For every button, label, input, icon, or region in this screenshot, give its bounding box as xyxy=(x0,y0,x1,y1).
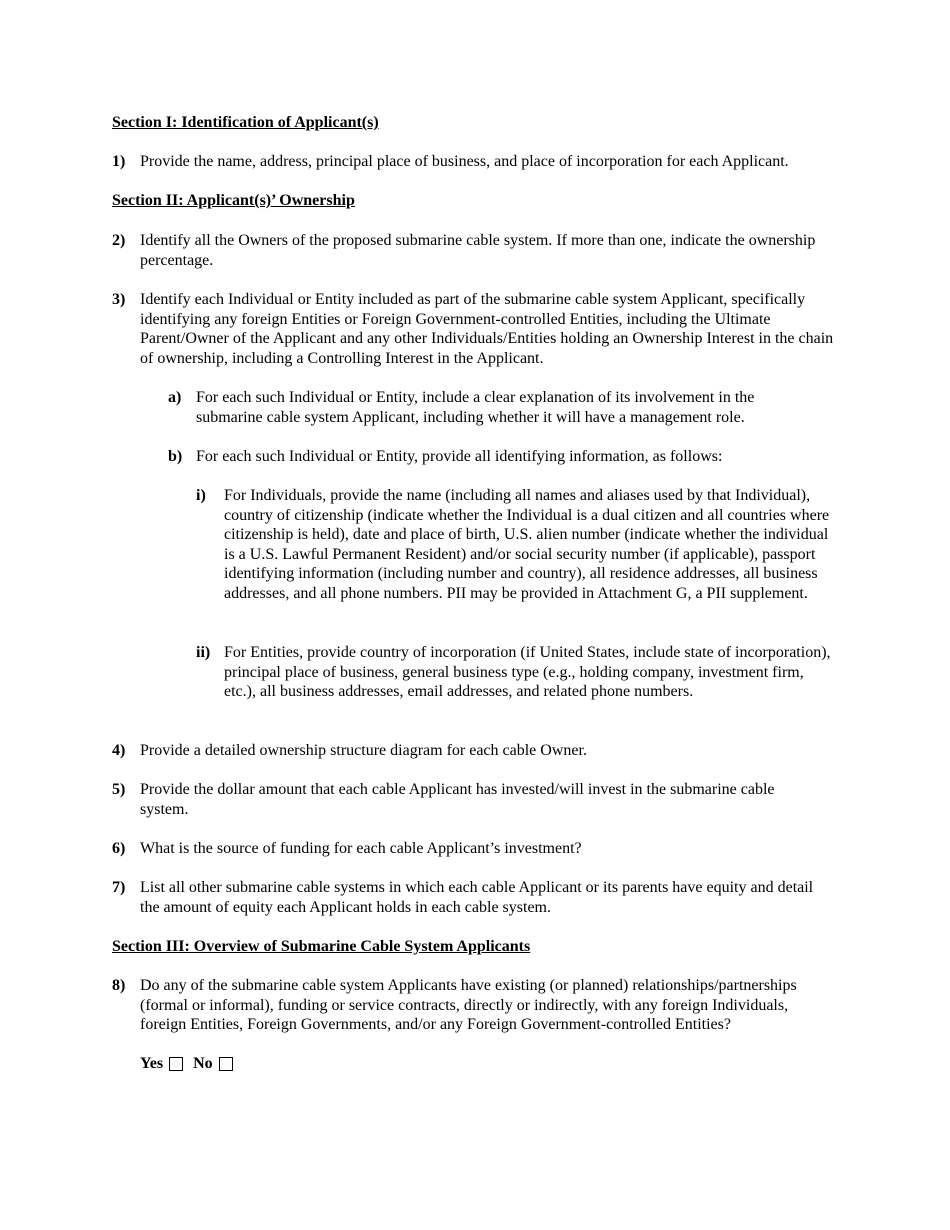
question-text: Identify each Individual or Entity included as part of the submarine cable system Applicant, specifically identifying any foreign Entities or Foreign Government-controlled Entities, including the Ultimate Parent/Owner of the Applicant and any other Individuals/Entities holding an Ownership Interest in the chain of ownership, including a Controlling Interest in the Applicant. xyxy=(140,291,834,367)
question-number: 1) xyxy=(112,153,126,170)
question-number: b) xyxy=(168,448,183,465)
question-number: 4) xyxy=(112,742,126,759)
question-text: For Entities, provide country of incorporation (if United States, include state of incorporation), principal place of business, general business type (e.g., holding company, investment firm, etc.), all business addresses, email addresses, and related phone numbers. xyxy=(224,644,831,701)
question-number: 5) xyxy=(112,781,126,798)
question-number: ii) xyxy=(196,644,211,661)
yes-no-answer xyxy=(140,1054,243,1074)
question-5 xyxy=(112,780,822,819)
question-3b-ii xyxy=(196,643,838,702)
question-text: What is the source of funding for each cable Applicant’s investment? xyxy=(140,840,582,857)
section-1-heading: Section I: Identification of Applicant(s) xyxy=(112,114,379,131)
question-4 xyxy=(112,741,842,761)
question-text: Do any of the submarine cable system Applicants have existing (or planned) relationships/partnerships (formal or informal), funding or service contracts, directly or indirectly, with any foreign Individuals, foreign Entities, Foreign Governments, and/or any Foreign Government-controlled Entities? xyxy=(140,977,797,1034)
question-number: 6) xyxy=(112,840,126,857)
question-2 xyxy=(112,231,842,270)
question-text: For each such Individual or Entity, include a clear explanation of its involvement in the submarine cable system Applicant, including whether it will have a management role. xyxy=(196,389,755,426)
question-number: a) xyxy=(168,389,182,406)
question-text: For each such Individual or Entity, provide all identifying information, as follows: xyxy=(196,448,723,465)
question-text: Provide a detailed ownership structure diagram for each cable Owner. xyxy=(140,742,587,759)
question-text: Identify all the Owners of the proposed submarine cable system. If more than one, indicate the ownership percentage. xyxy=(140,232,816,269)
question-1 xyxy=(112,152,852,172)
question-text: For Individuals, provide the name (including all names and aliases used by that Individual), country of citizenship (indicate whether the Individual is a dual citizen and all countries where citizenship is held), date and place of birth, U.S. alien number (indicate whether the individual is a U.S. Lawful Permanent Resident) and/or social security number (if applicable), passport identifying information (including number and country), all residence addresses, all business addresses, and all phone numbers. PII may be provided in Attachment G, a PII supplement. xyxy=(224,487,830,602)
question-3b-i xyxy=(196,486,838,604)
question-8 xyxy=(112,976,824,1035)
question-number: i) xyxy=(196,487,206,504)
question-text: Provide the name, address, principal place of business, and place of incorporation for each Applicant. xyxy=(140,153,789,170)
question-3b xyxy=(168,447,818,467)
question-6 xyxy=(112,839,842,859)
question-number: 3) xyxy=(112,291,126,308)
no-checkbox[interactable] xyxy=(219,1057,233,1071)
no-label: No xyxy=(193,1055,213,1072)
question-text: List all other submarine cable systems in which each cable Applicant or its parents have equity and detail the amount of equity each Applicant holds in each cable system. xyxy=(140,879,814,916)
question-number: 8) xyxy=(112,977,126,994)
question-text: Provide the dollar amount that each cable Applicant has invested/will invest in the submarine cable system. xyxy=(140,781,775,818)
question-number: 2) xyxy=(112,232,126,249)
yes-label: Yes xyxy=(140,1055,164,1072)
question-7 xyxy=(112,878,827,917)
section-3-heading: Section III: Overview of Submarine Cable System Applicants xyxy=(112,938,531,955)
yes-checkbox[interactable] xyxy=(169,1057,183,1071)
question-number: 7) xyxy=(112,879,126,896)
question-3 xyxy=(112,290,842,368)
question-3a xyxy=(168,388,818,427)
section-2-heading: Section II: Applicant(s)’ Ownership xyxy=(112,192,355,209)
